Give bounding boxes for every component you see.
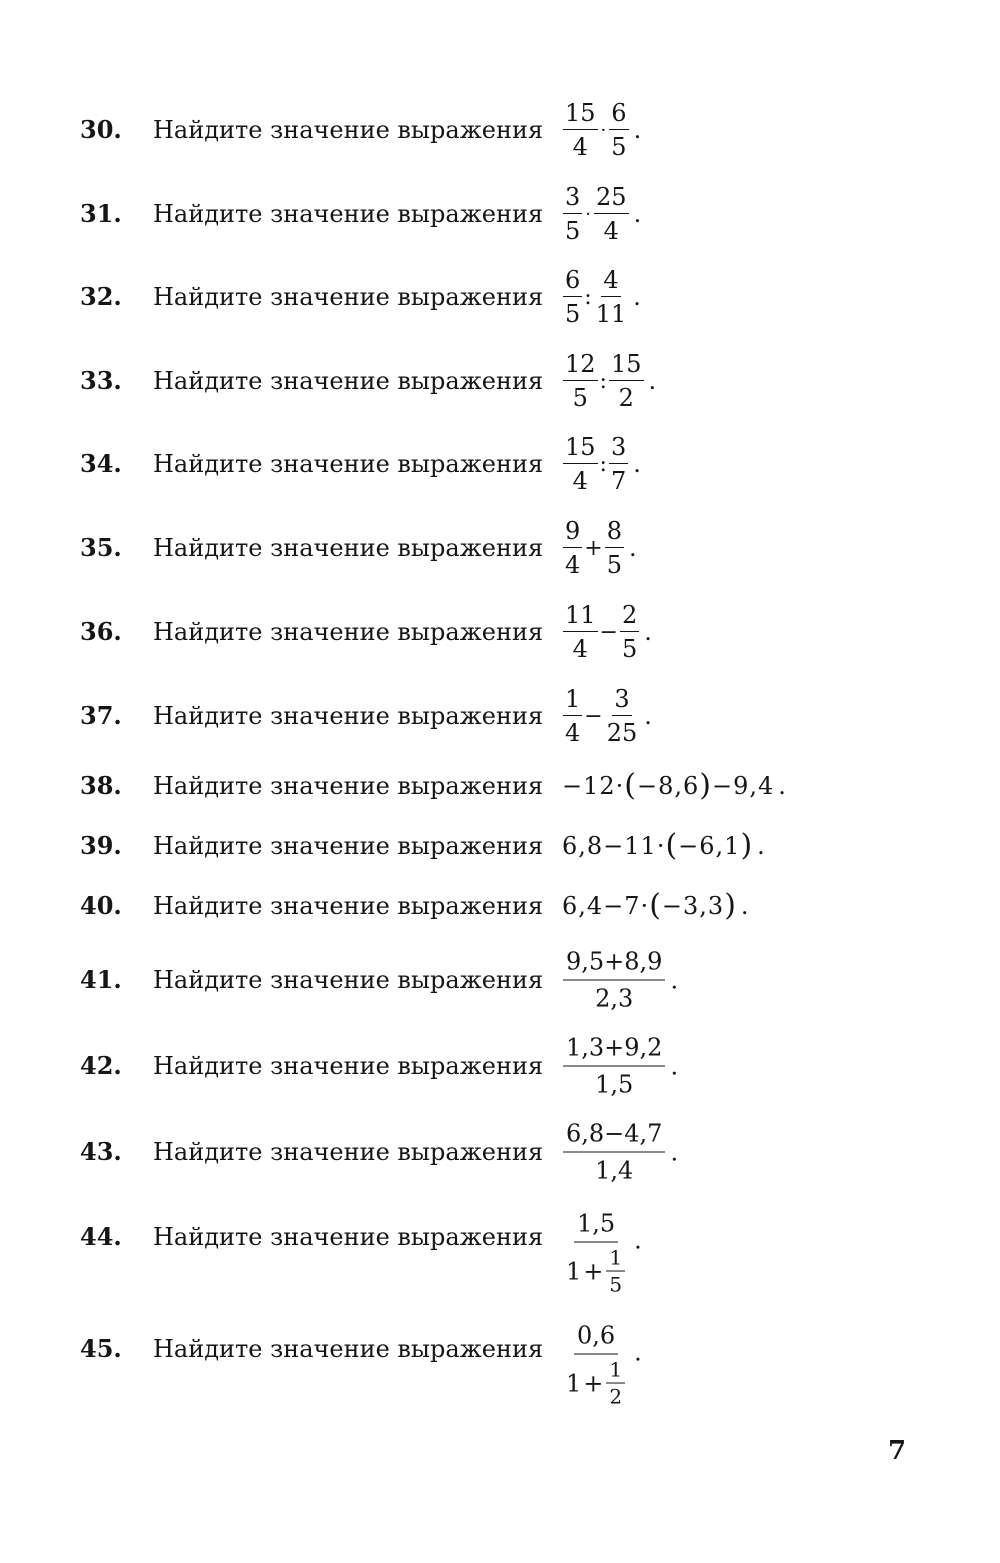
numerator: 9,5+8,9 (563, 947, 665, 981)
compound-fraction (563, 1209, 629, 1298)
fraction (563, 432, 598, 496)
math-expression (562, 182, 641, 246)
numerator: 6 (563, 265, 582, 297)
fraction (563, 182, 582, 246)
denominator (563, 1243, 629, 1298)
whole-part: 1 (566, 1257, 582, 1286)
denominator: 2 (609, 1384, 623, 1409)
math-expression (562, 684, 652, 748)
fraction (563, 684, 582, 748)
problem-number: 32. (80, 282, 122, 311)
denominator: 5 (609, 1272, 623, 1297)
problem-number: 39. (80, 831, 122, 860)
math-expression (562, 349, 656, 413)
fraction (606, 1246, 625, 1298)
denominator: 4 (565, 719, 581, 747)
problem-prompt: Найдите значение выражения (153, 892, 544, 920)
denominator (563, 1355, 629, 1410)
problem-prompt: Найдите значение выражения (153, 1223, 544, 1251)
denominator: 7 (610, 467, 627, 495)
math-expression (562, 1033, 678, 1100)
page-number: 7 (888, 1436, 907, 1466)
math-expression (562, 888, 750, 923)
problem-prompt: Найдите значение выражения (153, 702, 544, 730)
problem-prompt: Найдите значение выражения (153, 450, 544, 478)
numerator: 15 (563, 432, 598, 464)
math-expression (562, 1209, 642, 1298)
period: . (634, 1226, 642, 1255)
problem-prompt: Найдите значение выражения (153, 116, 544, 144)
problem-prompt: Найдите значение выражения (153, 1052, 544, 1080)
problem-number: 40. (80, 891, 122, 920)
period: . (740, 892, 750, 920)
problem-number: 44. (80, 1222, 122, 1251)
expression-part: 6,4−7· (562, 892, 650, 920)
denominator: 25 (606, 719, 638, 747)
problem-prompt: Найдите значение выражения (153, 367, 544, 395)
period: . (644, 702, 652, 730)
problem-prompt: Найдите значение выражения (153, 832, 544, 860)
problem-prompt: Найдите значение выражения (153, 200, 544, 228)
problem-prompt: Найдите значение выражения (153, 534, 544, 562)
fraction (605, 516, 624, 580)
problem-prompt: Найдите значение выражения (153, 1138, 544, 1166)
period: . (633, 450, 641, 478)
paren-open: ( (624, 768, 637, 803)
denominator: 5 (565, 217, 581, 245)
numerator: 12 (563, 349, 598, 381)
period: . (670, 1052, 679, 1080)
problem-prompt: Найдите значение выражения (153, 772, 544, 800)
whole-part: 1 (566, 1369, 582, 1398)
numerator: 3 (609, 432, 628, 464)
denominator: 5 (572, 384, 588, 412)
denominator: 1,4 (595, 1156, 634, 1185)
period: . (644, 618, 652, 646)
problem-number: 35. (80, 533, 122, 562)
fraction (563, 516, 582, 580)
period: . (634, 1338, 642, 1367)
fraction (563, 265, 582, 329)
numerator: 3 (563, 182, 582, 214)
operator: · (585, 203, 592, 225)
fraction (594, 182, 629, 246)
denominator: 4 (603, 217, 619, 245)
numerator: 6 (609, 98, 628, 130)
math-expression (562, 947, 678, 1014)
operator: − (599, 619, 618, 645)
period: . (633, 200, 642, 228)
operator: + (584, 535, 603, 561)
fraction (609, 98, 628, 162)
expression-part: −8,6 (637, 772, 700, 800)
problem-number: 36. (80, 617, 122, 646)
expression-part: −9,4 (712, 772, 775, 800)
problem-number: 33. (80, 366, 122, 395)
problem-number: 37. (80, 701, 122, 730)
operator: : (599, 451, 607, 477)
period: . (757, 832, 766, 860)
numerator: 1 (606, 1358, 625, 1384)
fraction (594, 265, 629, 329)
problem-number: 43. (80, 1137, 122, 1166)
math-expression (562, 1119, 678, 1186)
numerator: 15 (609, 349, 644, 381)
fraction (609, 432, 628, 496)
paren-close: ) (699, 768, 712, 803)
math-expression (562, 1321, 642, 1410)
math-expression (562, 600, 652, 664)
denominator: 2 (618, 384, 634, 412)
paren-open: ( (665, 828, 679, 863)
expression-part: −3,3 (661, 892, 725, 920)
period: . (633, 116, 642, 144)
expression-part: −12· (562, 772, 625, 800)
math-expression (562, 828, 766, 863)
denominator: 5 (611, 133, 627, 161)
numerator: 1,3+9,2 (563, 1033, 665, 1067)
denominator: 4 (572, 467, 588, 495)
denominator: 11 (595, 300, 627, 328)
paren-close: ) (740, 828, 754, 863)
numerator: 8 (605, 516, 624, 548)
math-expression (562, 98, 641, 162)
numerator: 3 (612, 684, 631, 716)
fraction (605, 684, 640, 748)
problem-number: 41. (80, 965, 122, 994)
math-expression (562, 432, 641, 496)
denominator: 5 (565, 300, 581, 328)
fraction (620, 600, 639, 664)
compound-fraction (563, 1321, 629, 1410)
denominator: 4 (572, 635, 588, 663)
period: . (648, 367, 657, 395)
expression-part: −6,1 (678, 832, 741, 860)
numerator: 0,6 (574, 1321, 618, 1355)
numerator: 2 (620, 600, 639, 632)
problem-number: 42. (80, 1051, 122, 1080)
numerator: 11 (563, 600, 598, 632)
period: . (670, 1138, 679, 1166)
problem-number: 38. (80, 771, 122, 800)
problem-prompt: Найдите значение выражения (153, 966, 544, 994)
math-expression (562, 265, 641, 329)
numerator: 4 (601, 265, 620, 297)
denominator: 5 (621, 635, 638, 663)
fraction (609, 349, 644, 413)
denominator: 5 (606, 551, 622, 579)
operator: : (599, 368, 607, 394)
operator: − (584, 703, 603, 729)
numerator: 6,8−4,7 (563, 1119, 665, 1153)
problem-prompt: Найдите значение выражения (153, 618, 544, 646)
math-expression (562, 516, 637, 580)
problem-number: 45. (80, 1334, 122, 1363)
paren-open: ( (649, 888, 662, 923)
denominator: 4 (572, 133, 588, 161)
expression-part: 6,8−11· (562, 832, 666, 860)
numerator: 1 (563, 684, 582, 716)
operator: + (583, 1257, 604, 1286)
operator: · (600, 119, 607, 141)
denominator: 1,5 (595, 1070, 634, 1099)
numerator: 1,5 (574, 1209, 618, 1243)
operator: : (584, 284, 592, 310)
period: . (778, 772, 787, 800)
period: . (670, 966, 679, 994)
numerator: 15 (563, 98, 598, 130)
fraction (606, 1358, 625, 1410)
fraction (563, 947, 665, 1014)
numerator: 1 (606, 1246, 625, 1272)
problem-prompt: Найдите значение выражения (153, 283, 544, 311)
period: . (629, 534, 637, 562)
math-expression (562, 768, 787, 803)
fraction (563, 1119, 665, 1186)
denominator: 2,3 (595, 984, 634, 1013)
numerator: 25 (594, 182, 629, 214)
period: . (633, 283, 641, 311)
fraction (563, 1033, 665, 1100)
problem-number: 34. (80, 449, 122, 478)
fraction (563, 600, 598, 664)
problem-number: 30. (80, 115, 122, 144)
problem-number: 31. (80, 199, 122, 228)
denominator: 4 (565, 551, 581, 579)
numerator: 9 (563, 516, 582, 548)
fraction (563, 98, 598, 162)
fraction (563, 349, 598, 413)
problem-prompt: Найдите значение выражения (153, 1335, 544, 1363)
operator: + (583, 1369, 604, 1398)
paren-close: ) (724, 888, 737, 923)
